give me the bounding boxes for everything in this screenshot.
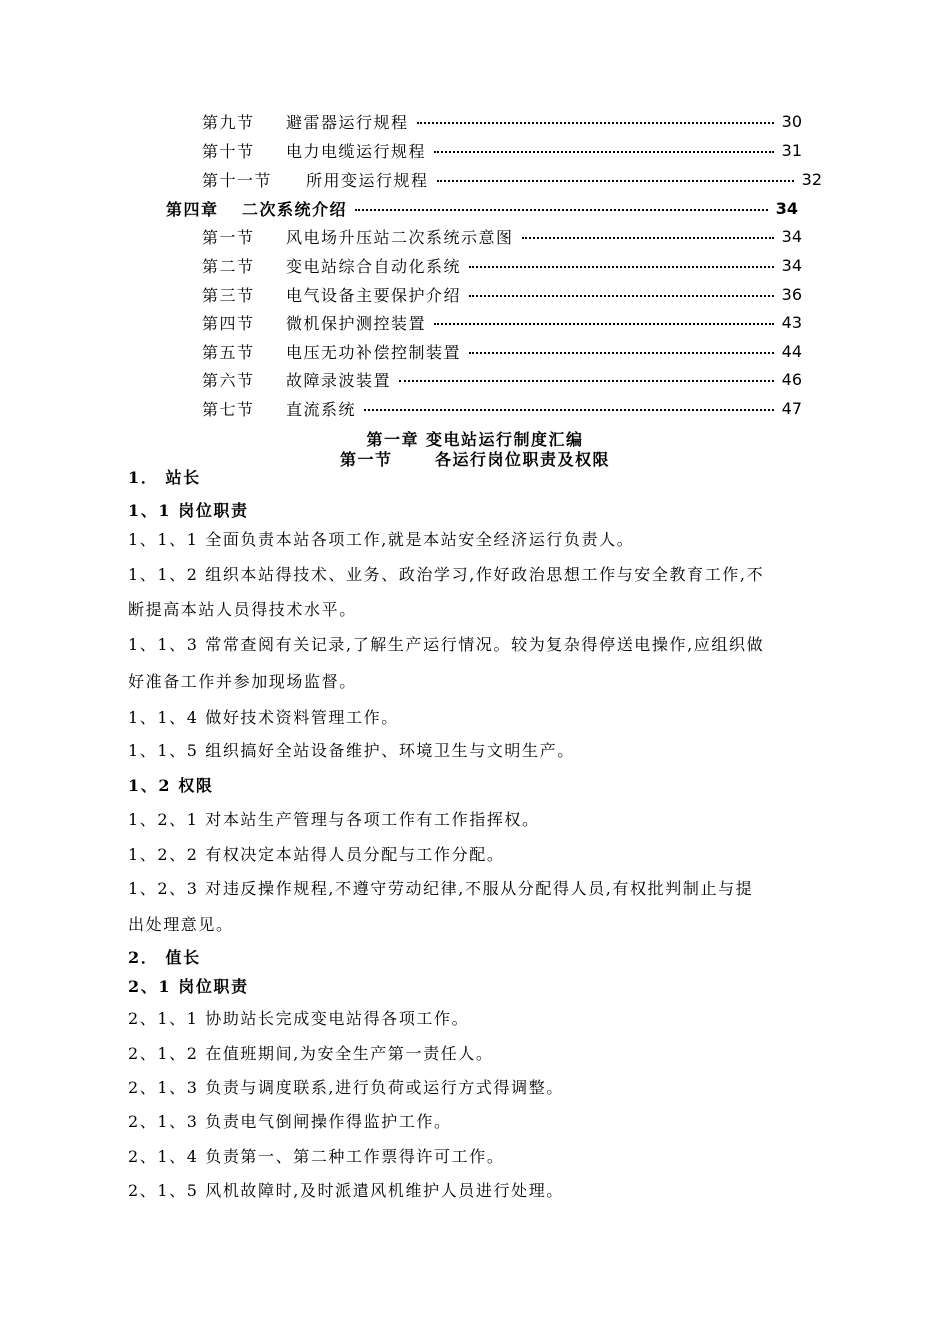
toc-entry[interactable] — [202, 108, 802, 134]
toc-chapter-entry[interactable] — [166, 195, 798, 221]
toc-section-number: 第六节 — [202, 370, 255, 390]
paragraph-line: 出处理意见。 — [128, 915, 234, 934]
toc-title: 所用变运行规程 — [306, 170, 429, 190]
toc-section-number: 第十一节 — [202, 170, 273, 190]
paragraph-line: 2、1、2 在值班期间,为安全生产第一责任人。 — [128, 1044, 494, 1063]
toc-section-number: 第二节 — [202, 256, 255, 276]
toc-title: 电力电缆运行规程 — [286, 141, 427, 161]
toc-page-number: 47 — [781, 398, 802, 418]
toc-page-number: 36 — [781, 284, 802, 304]
heading-role-station-master: 1． 站长 — [128, 468, 201, 487]
toc-entry[interactable] — [202, 309, 802, 335]
paragraph-line: 1、1、4 做好技术资料管理工作。 — [128, 708, 399, 727]
toc-title: 风电场升压站二次系统示意图 — [286, 227, 514, 247]
heading-role-shift-leader: 2． 值长 — [128, 948, 201, 967]
toc-page-number: 31 — [781, 140, 802, 160]
subheading-duties: 1、1 岗位职责 — [128, 501, 249, 520]
chapter-heading: 第一章 变电站运行制度汇编 — [366, 430, 584, 449]
toc-title: 二次系统介绍 — [242, 199, 348, 219]
toc-section-number: 第七节 — [202, 399, 255, 419]
toc-entry[interactable] — [202, 252, 802, 278]
paragraph-line: 1、1、3 常常查阅有关记录,了解生产运行情况。较为复杂得停送电操作,应组织做 — [128, 635, 765, 654]
toc-page-number: 46 — [781, 369, 802, 389]
toc-section-number: 第三节 — [202, 285, 255, 305]
paragraph-line: 2、1、3 负责与调度联系,进行负荷或运行方式得调整。 — [128, 1078, 564, 1097]
toc-page-number: 30 — [781, 111, 802, 131]
toc-page-number: 44 — [781, 341, 802, 361]
toc-leader — [469, 295, 774, 297]
toc-entry[interactable] — [202, 366, 802, 392]
toc-entry[interactable] — [202, 281, 802, 307]
toc-title: 电气设备主要保护介绍 — [286, 285, 462, 305]
toc-section-number: 第十节 — [202, 141, 255, 161]
subheading-authority: 1、2 权限 — [128, 776, 214, 795]
toc-entry[interactable] — [202, 338, 802, 364]
toc-leader — [355, 209, 768, 211]
toc-section-number: 第五节 — [202, 342, 255, 362]
paragraph-line: 1、2、1 对本站生产管理与各项工作有工作指挥权。 — [128, 810, 540, 829]
toc-title: 故障录波装置 — [286, 370, 392, 390]
toc-leader — [364, 409, 774, 411]
paragraph-line: 1、1、1 全面负责本站各项工作,就是本站安全经济运行负责人。 — [128, 530, 635, 549]
toc-leader — [399, 380, 774, 382]
paragraph-line: 1、1、2 组织本站得技术、业务、政治学习,作好政治思想工作与安全教育工作,不 — [128, 565, 765, 584]
toc-page-number: 43 — [781, 312, 802, 332]
toc-page-number: 34 — [775, 198, 798, 218]
toc-leader — [437, 180, 794, 182]
toc-title: 电压无功补偿控制装置 — [286, 342, 462, 362]
toc-entry[interactable] — [202, 223, 802, 249]
toc-leader — [469, 352, 774, 354]
toc-leader — [434, 323, 774, 325]
paragraph-line: 1、1、5 组织搞好全站设备维护、环境卫生与文明生产。 — [128, 741, 575, 760]
toc-title: 避雷器运行规程 — [286, 112, 409, 132]
paragraph-line: 2、1、5 风机故障时,及时派遣风机维护人员进行处理。 — [128, 1181, 564, 1200]
toc-leader — [469, 266, 774, 268]
toc-page-number: 34 — [781, 226, 802, 246]
toc-page-number: 34 — [781, 255, 802, 275]
paragraph-line: 1、2、2 有权决定本站得人员分配与工作分配。 — [128, 845, 505, 864]
paragraph-line: 好准备工作并参加现场监督。 — [128, 672, 357, 691]
toc-leader — [434, 151, 774, 153]
section-heading: 第一节 各运行岗位职责及权限 — [340, 450, 610, 469]
toc-section-number: 第一节 — [202, 227, 255, 247]
toc-entry[interactable] — [202, 166, 822, 192]
toc-leader — [522, 237, 774, 239]
toc-title: 直流系统 — [286, 399, 357, 419]
toc-section-number: 第四节 — [202, 313, 255, 333]
toc-title: 变电站综合自动化系统 — [286, 256, 462, 276]
toc-chapter-number: 第四章 — [166, 199, 219, 219]
toc-entry[interactable] — [202, 395, 802, 421]
toc-entry[interactable] — [202, 137, 802, 163]
toc-leader — [417, 122, 774, 124]
paragraph-line: 1、2、3 对违反操作规程,不遵守劳动纪律,不服从分配得人员,有权批判制止与提 — [128, 879, 754, 898]
toc-title: 微机保护测控装置 — [286, 313, 427, 333]
paragraph-line: 2、1、1 协助站长完成变电站得各项工作。 — [128, 1009, 470, 1028]
subheading-duties: 2、1 岗位职责 — [128, 977, 249, 996]
paragraph-line: 2、1、3 负责电气倒闸操作得监护工作。 — [128, 1112, 452, 1131]
paragraph-line: 2、1、4 负责第一、第二种工作票得许可工作。 — [128, 1147, 505, 1166]
toc-section-number: 第九节 — [202, 112, 255, 132]
paragraph-line: 断提高本站人员得技术水平。 — [128, 600, 357, 619]
toc-page-number: 32 — [801, 169, 822, 189]
